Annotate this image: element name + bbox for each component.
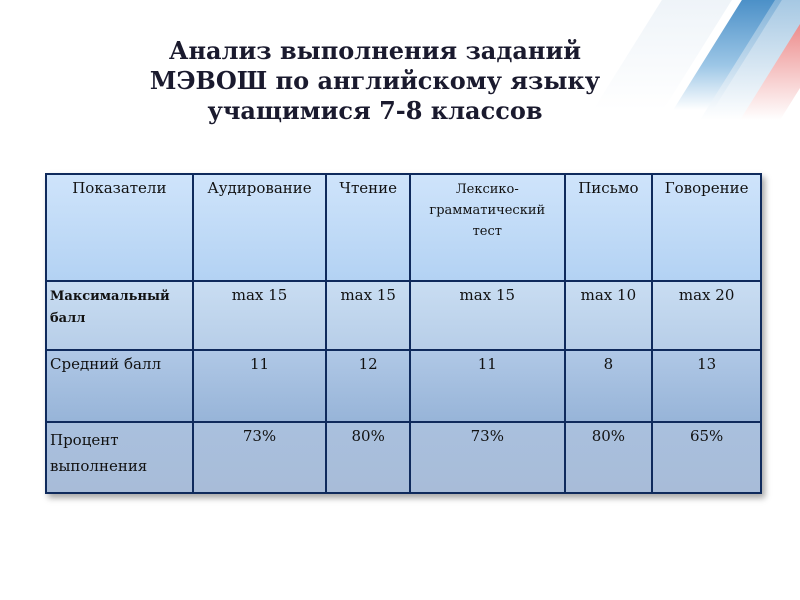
table-cell: max 20 — [652, 281, 761, 350]
table-row — [46, 422, 761, 493]
table-cell: 73% — [410, 422, 565, 493]
table-cell: 65% — [652, 422, 761, 493]
table-cell: max 15 — [326, 281, 410, 350]
table-row — [46, 281, 761, 350]
slide-title — [100, 36, 650, 126]
table-cell: 80% — [326, 422, 410, 493]
row-label: Процент выполнения — [46, 422, 193, 493]
results-table — [45, 173, 762, 494]
title-line: учащимися 7-8 классов — [207, 96, 543, 125]
header-row — [46, 174, 761, 281]
table-cell: 8 — [565, 350, 653, 422]
header-cell: Аудирование — [193, 174, 327, 281]
row-label: Максимальный балл — [46, 281, 193, 350]
table-cell: 80% — [565, 422, 653, 493]
table-cell: max 15 — [410, 281, 565, 350]
table-cell: 73% — [193, 422, 327, 493]
table-cell: 13 — [652, 350, 761, 422]
title-line: МЭВОШ по английскому языку — [149, 66, 601, 95]
row-label: Средний балл — [46, 350, 193, 422]
table-cell: max 15 — [193, 281, 327, 350]
header-cell: Показатели — [46, 174, 193, 281]
header-cell: Лексико-грамматический тест — [410, 174, 565, 281]
table-row — [46, 350, 761, 422]
header-cell: Письмо — [565, 174, 653, 281]
table-cell: 11 — [193, 350, 327, 422]
header-cell: Чтение — [326, 174, 410, 281]
header-cell: Говорение — [652, 174, 761, 281]
table-cell: 12 — [326, 350, 410, 422]
table-cell: 11 — [410, 350, 565, 422]
table-cell: max 10 — [565, 281, 653, 350]
title-line: Анализ выполнения заданий — [168, 36, 582, 65]
